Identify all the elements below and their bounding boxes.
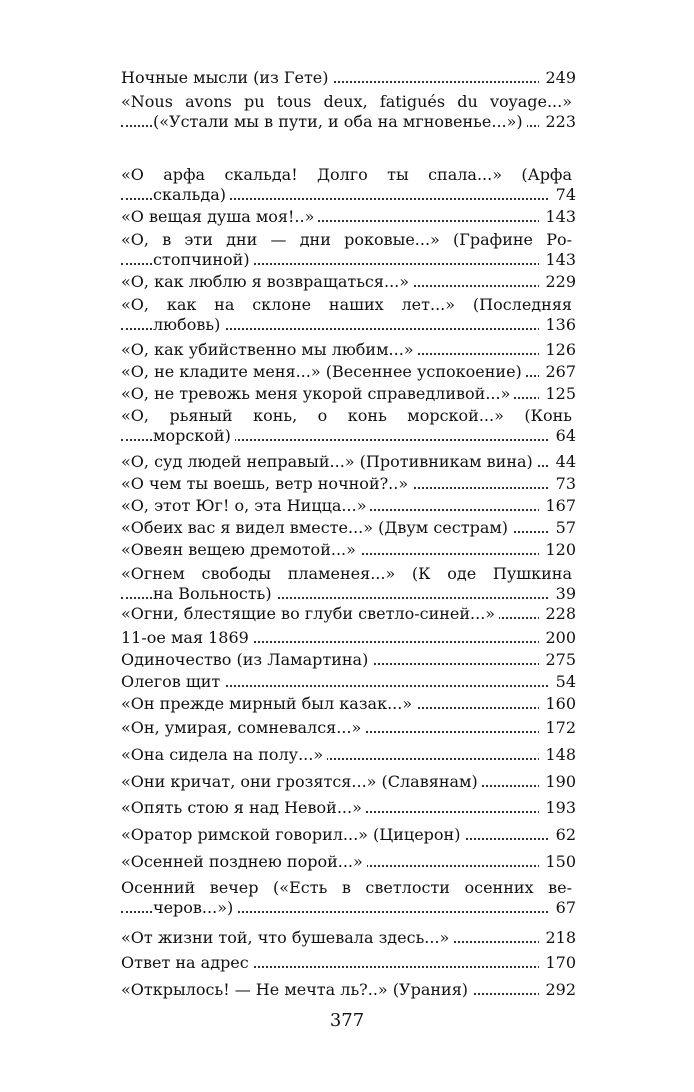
entry-line: [121, 953, 576, 973]
entry-page-number: 67: [550, 898, 576, 918]
index-entry: [121, 384, 576, 404]
entry-line: [121, 852, 576, 872]
entry-line: [121, 650, 576, 670]
entry-title: «Он прежде мирный был казак...»: [121, 694, 416, 713]
entry-line: [121, 230, 576, 250]
entry-page-number: 39: [550, 584, 576, 604]
index-entry: [121, 474, 576, 494]
entry-line: [121, 604, 576, 624]
entry-line: [121, 584, 576, 604]
entry-title: на Вольность): [153, 584, 276, 603]
entry-title: «О чем ты воешь, ветр ночной?..»: [121, 474, 412, 493]
entry-title: скальда): [153, 185, 230, 204]
entry-title: «О, в эти дни — дни роковые...» (Графине Ро-: [121, 230, 576, 249]
entry-line: [121, 798, 576, 818]
entry-page-number: 125: [539, 384, 576, 404]
entry-title: «О, суд людей неправый...» (Противникам вина): [121, 452, 537, 471]
entry-page-number: 275: [539, 650, 576, 670]
entry-line: [121, 474, 576, 494]
entry-title: «Опять стою я над Невой...»: [121, 798, 366, 817]
index-entry: [121, 798, 576, 818]
entry-title: любовь): [153, 315, 224, 334]
entry-title: «Открылось! — Не мечта ль?..» (Урания): [121, 980, 472, 999]
index-entry: [121, 406, 576, 446]
index-entry: [121, 564, 576, 604]
entry-line: [121, 340, 576, 360]
entry-page-number: 143: [539, 250, 576, 270]
entry-page-number: 64: [550, 426, 576, 446]
entry-title: Олегов щит: [121, 672, 224, 691]
entry-title: морской): [153, 426, 235, 445]
entry-page-number: 190: [539, 772, 576, 792]
entry-line: [121, 165, 576, 185]
entry-title: «От жизни той, что бушевала здесь...»: [121, 928, 453, 947]
entry-page-number: 150: [539, 852, 576, 872]
index-entry: [121, 928, 576, 948]
entry-page-number: 200: [539, 628, 576, 648]
entry-title: «Обеих вас я видел вместе...» (Двум сестрам): [121, 518, 512, 537]
index-entry: [121, 718, 576, 738]
entry-page-number: 120: [539, 540, 576, 560]
index-entry: [121, 878, 576, 918]
entry-page-number: 170: [539, 953, 576, 973]
entry-title: «Они кричат, они грозятся...» (Славянам): [121, 772, 482, 791]
entry-title: Ночные мысли (из Гете): [121, 68, 333, 87]
entry-line: [121, 878, 576, 898]
entry-page-number: 172: [539, 718, 576, 738]
entry-line: [121, 426, 576, 446]
entry-page-number: 73: [550, 474, 576, 494]
index-entry: [121, 207, 576, 227]
entry-page-number: 57: [550, 518, 576, 538]
index-entry: [121, 518, 576, 538]
entry-title: «О, как на склоне наших лет...» (Последняя: [121, 295, 576, 314]
entry-line: [121, 672, 576, 692]
entry-line: [121, 718, 576, 738]
entry-line: [121, 518, 576, 538]
index-entry: [121, 340, 576, 360]
entry-line: [121, 694, 576, 714]
entry-title: стопчиной): [153, 250, 254, 269]
entry-title: «Огни, блестящие во глуби светло-синей...»: [121, 604, 499, 623]
entry-page-number: 249: [539, 68, 576, 88]
entry-title: «О арфа скальда! Долго ты спала...» (Арфа: [121, 165, 576, 184]
entry-line: [121, 898, 576, 918]
entry-page-number: 218: [539, 928, 576, 948]
entry-line: [121, 772, 576, 792]
index-entry: [121, 953, 576, 973]
entry-line: [121, 250, 576, 270]
entry-line: [121, 68, 576, 88]
index-entry: [121, 694, 576, 714]
entry-title: «Оратор римской говорил...» (Цицерон): [121, 825, 464, 844]
entry-title: «Овеян вещею дремотой...»: [121, 540, 360, 559]
entry-page-number: 193: [539, 798, 576, 818]
entry-title: «Она сидела на полу...»: [121, 745, 327, 764]
index-entry: [121, 272, 576, 292]
entry-page-number: 267: [539, 362, 576, 382]
entry-line: [121, 384, 576, 404]
entry-line: [121, 628, 576, 648]
entry-title: «О, рьяный конь, о конь морской...» (Конь: [121, 406, 576, 425]
entry-page-number: 167: [539, 496, 576, 516]
index-entry: [121, 68, 576, 88]
entry-line: [121, 980, 576, 1000]
entry-page-number: 74: [550, 185, 576, 205]
index-entry: [121, 825, 576, 845]
entry-line: [121, 825, 576, 845]
entry-title: Осенний вечер («Есть в светлости осенних ве-: [121, 878, 576, 897]
entry-title: «О, этот Юг! о, эта Ницца...»: [121, 496, 370, 515]
entry-page-number: 223: [539, 112, 576, 132]
entry-line: [121, 362, 576, 382]
entry-title: «О вещая душа моя!..»: [121, 207, 318, 226]
entry-page-number: 44: [550, 452, 576, 472]
entry-line: [121, 92, 576, 112]
entry-line: [121, 272, 576, 292]
entry-line: [121, 928, 576, 948]
index-entry: [121, 452, 576, 472]
page-number: 377: [329, 1010, 365, 1031]
entry-title: «Огнем свободы пламенея...» (К оде Пушкина: [121, 564, 576, 583]
entry-page-number: 143: [539, 207, 576, 227]
entry-title: «Осенней позднею порой...»: [121, 852, 367, 871]
index-entry: [121, 496, 576, 516]
entry-title: Одиночество (из Ламартина): [121, 650, 372, 669]
entry-page-number: 148: [539, 745, 576, 765]
entry-title: 11-ое мая 1869: [121, 628, 253, 647]
index-entry: [121, 650, 576, 670]
entry-line: [121, 207, 576, 227]
index-entry: [121, 772, 576, 792]
entry-title: «О, не тревожь меня укорой справедливой...»: [121, 384, 514, 403]
index-entry: [121, 672, 576, 692]
entry-title: «Он, умирая, сомневался...»: [121, 718, 365, 737]
entry-line: [121, 496, 576, 516]
entry-page-number: 62: [550, 825, 576, 845]
index-entry: [121, 980, 576, 1000]
entry-title: «Nous avons pu tous deux, fatigués du voyage...»: [121, 92, 576, 111]
entry-title: черов...»): [153, 898, 237, 917]
entry-page-number: 160: [539, 694, 576, 714]
entry-title: «О, как люблю я возвращаться...»: [121, 272, 413, 291]
index-entry: [121, 628, 576, 648]
entry-line: [121, 315, 576, 335]
entry-line: [121, 452, 576, 472]
entry-line: [121, 295, 576, 315]
index-entry: [121, 540, 576, 560]
entry-line: [121, 540, 576, 560]
index-entry: [121, 745, 576, 765]
entry-page-number: 228: [539, 604, 576, 624]
index-entry: [121, 295, 576, 335]
entry-title: «О, как убийственно мы любим...»: [121, 340, 418, 359]
entry-line: [121, 564, 576, 584]
entry-line: [121, 112, 576, 132]
entry-line: [121, 406, 576, 426]
entry-title: («Устали мы в пути, и оба на мгновенье...»): [153, 112, 527, 131]
index-entry: [121, 230, 576, 270]
entry-page-number: 126: [539, 340, 576, 360]
index-entry: [121, 165, 576, 205]
index-entry: [121, 852, 576, 872]
entry-page-number: 136: [539, 315, 576, 335]
entry-page-number: 229: [539, 272, 576, 292]
entry-title: Ответ на адрес: [121, 953, 253, 972]
entry-page-number: 292: [539, 980, 576, 1000]
index-entry: [121, 604, 576, 624]
entry-page-number: 54: [550, 672, 576, 692]
index-entry: [121, 362, 576, 382]
index-entry: [121, 92, 576, 132]
entry-title: «О, не кладите меня...» (Весеннее успокоение): [121, 362, 526, 381]
entry-line: [121, 745, 576, 765]
entry-line: [121, 185, 576, 205]
